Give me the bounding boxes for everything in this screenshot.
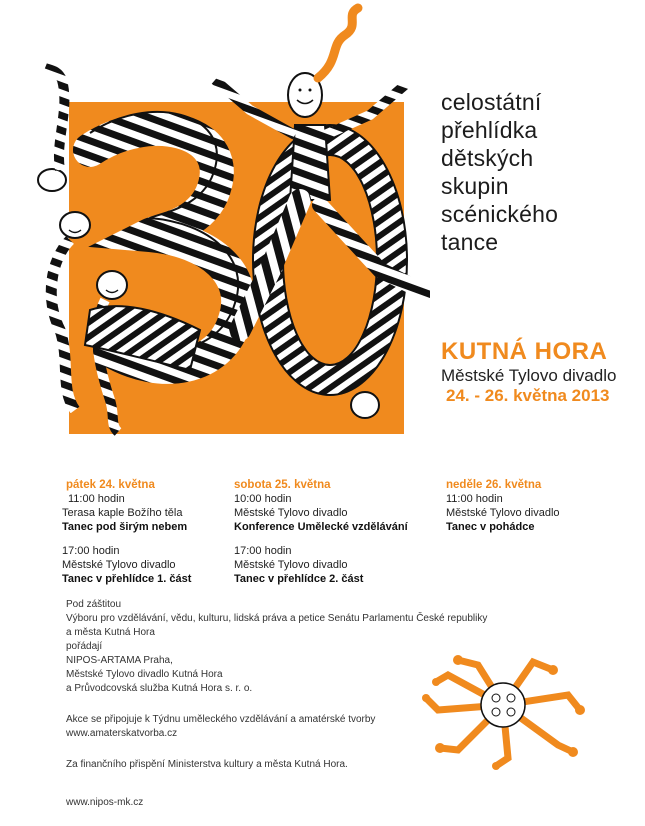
left-dancer-head-2 — [60, 212, 90, 238]
patronage-body: Výboru pro vzdělávání, vědu, kulturu, lidská práva a petice Senátu Parlamentu České republiky — [66, 613, 488, 624]
program-event — [234, 544, 408, 586]
organizers-label: pořádají — [66, 641, 103, 652]
patronage-city: a města Kutná Hora — [66, 627, 155, 638]
headline-line: tance — [441, 229, 499, 255]
event-place: Terasa kaple Božího těla — [62, 507, 183, 519]
program-event — [62, 544, 191, 586]
organizer: NIPOS-ARTAMA Praha, — [66, 655, 173, 666]
dancers-30-illustration — [0, 0, 430, 460]
left-dancer-head-3 — [97, 271, 127, 299]
headline-line: dětských — [441, 145, 534, 171]
week-url[interactable]: www.amaterskatvorba.cz — [66, 728, 178, 739]
event-title: Konference Umělecké vzdělávání — [234, 521, 408, 533]
event-time: 17:00 hodin — [62, 545, 120, 557]
ponytail — [318, 8, 358, 78]
event-time: 11:00 hodin — [68, 493, 125, 505]
headline-line: celostátní — [441, 89, 542, 115]
event-title: Tanec v pohádce — [446, 521, 535, 533]
white-ball — [351, 392, 379, 418]
event-title: Tanec pod širým nebem — [62, 521, 188, 533]
organizer: a Průvodcovská služba Kutná Hora s. r. o. — [66, 683, 253, 694]
event-place: Městské Tylovo divadlo — [234, 559, 348, 571]
event-dates: 24. - 26. května 2013 — [446, 386, 610, 405]
program-day-saturday — [234, 478, 408, 586]
left-dancer-head-1 — [38, 169, 66, 191]
logo-center — [481, 683, 525, 727]
event-time: 17:00 hodin — [234, 545, 292, 557]
event-place: Městské Tylovo divadlo — [446, 507, 560, 519]
event-title: Tanec v přehlídce 2. část — [234, 573, 364, 585]
program-event — [234, 492, 408, 534]
week-note: Akce se připojuje k Týdnu uměleckého vzdělávání a amatérské tvorby — [66, 714, 376, 725]
headline-line: skupin — [441, 173, 509, 199]
left-dancer-arm — [45, 68, 64, 170]
organizer: Městské Tylovo divadlo Kutná Hora — [66, 669, 223, 680]
headline-line: přehlídka — [441, 117, 538, 143]
footer-url[interactable]: www.nipos-mk.cz — [66, 797, 144, 808]
info-block — [66, 598, 488, 810]
event-place: Městské Tylovo divadlo — [62, 559, 176, 571]
patronage-label: Pod záštitou — [66, 599, 122, 610]
top-dancer-body — [290, 125, 330, 200]
event-headline — [441, 88, 558, 256]
event-title: Tanec v přehlídce 1. část — [62, 573, 192, 585]
program-day-friday — [62, 478, 191, 586]
dancers-circle-logo — [418, 640, 588, 770]
headline-line: scénického — [441, 201, 559, 227]
event-time: 10:00 hodin — [234, 493, 292, 505]
event-place: Městské Tylovo divadlo — [234, 507, 348, 519]
program-event — [62, 492, 191, 534]
program-day-sunday — [446, 478, 560, 534]
program-event — [446, 492, 560, 534]
funding-note: Za finančního přispění Ministerstva kultury a města Kutná Hora. — [66, 759, 348, 770]
event-city: KUTNÁ HORA — [441, 338, 608, 365]
day-label: pátek 24. května — [66, 479, 155, 491]
day-label: sobota 25. května — [234, 479, 331, 491]
day-label: neděle 26. května — [446, 479, 542, 491]
event-time: 11:00 hodin — [446, 493, 503, 505]
event-venue: Městské Tylovo divadlo — [441, 366, 617, 385]
